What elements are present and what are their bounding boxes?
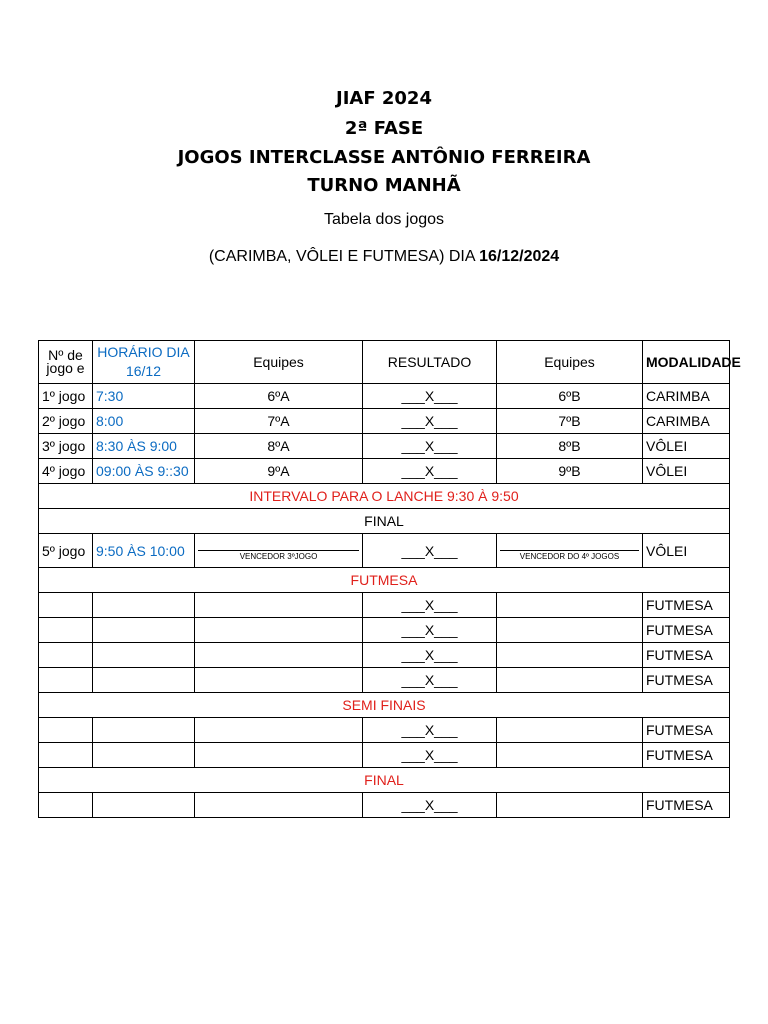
table-row	[39, 618, 730, 643]
empty-cell	[93, 593, 195, 618]
result: ___X___	[363, 459, 497, 484]
table-row	[39, 718, 730, 743]
team1: 7ºA	[195, 409, 363, 434]
empty-cell	[39, 643, 93, 668]
modality: VÔLEI	[643, 534, 730, 568]
empty-cell	[93, 718, 195, 743]
table-row	[39, 459, 730, 484]
game-time: 8:00	[93, 409, 195, 434]
result: ___X___	[363, 534, 497, 568]
winner-placeholder-2: VENCEDOR DO 4º JOGOS	[500, 550, 639, 561]
table-row	[39, 534, 730, 568]
modality: FUTMESA	[643, 593, 730, 618]
empty-cell	[93, 618, 195, 643]
game-time: 9:50 ÀS 10:00	[93, 534, 195, 568]
empty-cell	[93, 668, 195, 693]
team1: 9ºA	[195, 459, 363, 484]
modality: FUTMESA	[643, 718, 730, 743]
team2: 6ºB	[497, 384, 643, 409]
modality: FUTMESA	[643, 618, 730, 643]
empty-cell	[39, 618, 93, 643]
title-shift: TURNO MANHÃ	[307, 175, 461, 196]
result: ___X___	[363, 593, 497, 618]
team2: 8ºB	[497, 434, 643, 459]
team2: 9ºB	[497, 459, 643, 484]
empty-cell	[39, 593, 93, 618]
empty-cell	[497, 668, 643, 693]
sports-line	[0, 248, 768, 266]
game-number: 3º jogo	[39, 434, 93, 459]
result: ___X___	[363, 618, 497, 643]
header-team1: Equipes	[195, 341, 363, 384]
result: ___X___	[363, 718, 497, 743]
result: ___X___	[363, 384, 497, 409]
empty-cell	[497, 793, 643, 818]
modality: FUTMESA	[643, 668, 730, 693]
semi-label-row	[39, 693, 730, 718]
futmesa-final-label-row	[39, 768, 730, 793]
game-time: 09:00 ÀS 9::30	[93, 459, 195, 484]
table-row	[39, 793, 730, 818]
modality: FUTMESA	[643, 743, 730, 768]
table-row	[39, 593, 730, 618]
game-time: 8:30 ÀS 9:00	[93, 434, 195, 459]
futmesa-final-label: FINAL	[39, 768, 730, 793]
winner-placeholder-1: VENCEDOR 3ºJOGO	[198, 550, 359, 561]
empty-cell	[497, 618, 643, 643]
table-row	[39, 743, 730, 768]
semi-label: SEMI FINAIS	[39, 693, 730, 718]
game-number: 5º jogo	[39, 534, 93, 568]
header-team2: Equipes	[497, 341, 643, 384]
team1: 6ºA	[195, 384, 363, 409]
game-time: 7:30	[93, 384, 195, 409]
empty-cell	[39, 668, 93, 693]
header-modality: MODALIDADE	[643, 341, 730, 384]
modality: FUTMESA	[643, 643, 730, 668]
empty-cell	[195, 593, 363, 618]
table-row	[39, 643, 730, 668]
event-date: 16/12/2024	[479, 248, 560, 265]
table-header-row	[39, 341, 730, 384]
final-label-row	[39, 509, 730, 534]
result: ___X___	[363, 743, 497, 768]
empty-cell	[195, 668, 363, 693]
futmesa-label: FUTMESA	[39, 568, 730, 593]
table-row	[39, 434, 730, 459]
result: ___X___	[363, 409, 497, 434]
empty-cell	[39, 718, 93, 743]
empty-cell	[497, 593, 643, 618]
final-label: FINAL	[39, 509, 730, 534]
empty-cell	[195, 793, 363, 818]
empty-cell	[39, 743, 93, 768]
game-number: 2º jogo	[39, 409, 93, 434]
empty-cell	[497, 743, 643, 768]
modality: CARIMBA	[643, 409, 730, 434]
subtitle: Tabela dos jogos	[323, 211, 445, 228]
sports-text: (CARIMBA, VÔLEI E FUTMESA) DIA	[208, 248, 480, 265]
interval-label: INTERVALO PARA O LANCHE 9:30 À 9:50	[39, 484, 730, 509]
result: ___X___	[363, 668, 497, 693]
empty-cell	[195, 743, 363, 768]
game-number: 4º jogo	[39, 459, 93, 484]
empty-cell	[93, 793, 195, 818]
team2: 7ºB	[497, 409, 643, 434]
header-game-no: Nº de jogo e	[39, 341, 93, 384]
modality: CARIMBA	[643, 384, 730, 409]
empty-cell	[39, 793, 93, 818]
result: ___X___	[363, 793, 497, 818]
empty-cell	[497, 643, 643, 668]
header-time: HORÁRIO DIA 16/12	[93, 341, 195, 384]
modality: VÔLEI	[643, 434, 730, 459]
empty-cell	[195, 643, 363, 668]
empty-cell	[497, 718, 643, 743]
empty-cell	[195, 718, 363, 743]
empty-cell	[195, 618, 363, 643]
team1: 8ºA	[195, 434, 363, 459]
table-row	[39, 384, 730, 409]
futmesa-label-row	[39, 568, 730, 593]
team2	[497, 534, 643, 568]
games-table	[38, 340, 741, 818]
game-number: 1º jogo	[39, 384, 93, 409]
interval-row	[39, 484, 730, 509]
table-row	[39, 668, 730, 693]
empty-cell	[93, 643, 195, 668]
modality: FUTMESA	[643, 793, 730, 818]
result: ___X___	[363, 643, 497, 668]
team1	[195, 534, 363, 568]
result: ___X___	[363, 434, 497, 459]
title-games: JOGOS INTERCLASSE ANTÔNIO FERREIRA	[177, 147, 591, 168]
title-event: JIAF 2024	[336, 88, 432, 109]
empty-cell	[93, 743, 195, 768]
title-phase: 2ª FASE	[344, 118, 424, 139]
table-row	[39, 409, 730, 434]
header-result: RESULTADO	[363, 341, 497, 384]
modality: VÔLEI	[643, 459, 730, 484]
